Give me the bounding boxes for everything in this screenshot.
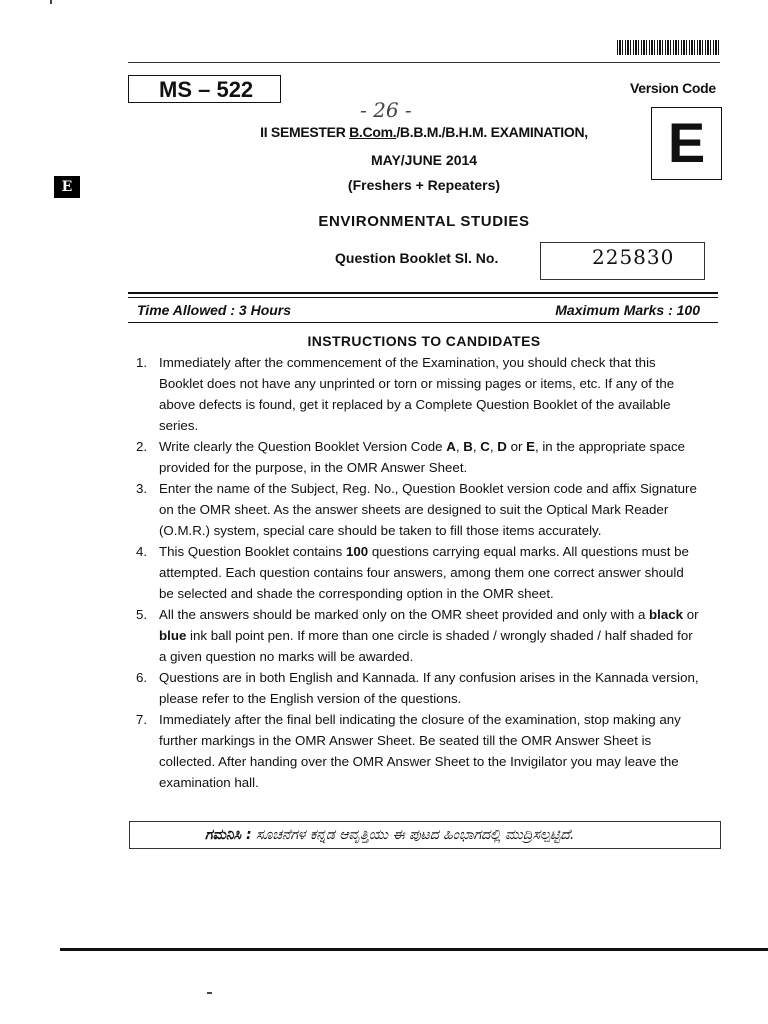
divider-under-meta (128, 322, 718, 323)
instruction-item: 6. Questions are in both English and Kannada. If any confusion arises in the Kannada version, please refer to the English version of the questions. (136, 670, 699, 706)
side-version-tag: E (54, 176, 80, 198)
divider-thick (128, 292, 718, 294)
booklet-number-box (540, 242, 705, 280)
subject-title: ENVIRONMENTAL STUDIES (318, 213, 530, 230)
maximum-marks: Maximum Marks : 100 (555, 302, 700, 318)
top-rule (128, 62, 720, 63)
scan-mark (50, 0, 52, 4)
time-allowed: Time Allowed : 3 Hours (137, 302, 292, 318)
instruction-item: 2. Write clearly the Question Booklet Version Code A, B, C, D or E, in the appropriate space provided for the purpose, in the OMR Answer Sheet. (136, 439, 686, 475)
divider-thin (128, 297, 718, 298)
instructions-title: INSTRUCTIONS TO CANDIDATES (307, 333, 541, 349)
instruction-item: 1. Immediately after the commencement of the Examination, you should check that this Booklet does not have any unprinted or torn or missing pages or items, etc. If any of the above defects is found, get it replaced by a Complete Question Booklet of the available series. (136, 355, 675, 433)
version-code-label: Version Code (630, 80, 716, 96)
exam-title-bcom: B.Com. (349, 124, 397, 140)
bottom-rule (60, 948, 768, 951)
instructions-list (136, 352, 701, 793)
instruction-item: 7. Immediately after the final bell indicating the closure of the examination, stop making any further markings in the OMR Answer Sheet. Be seated till the OMR Answer Sheet is collected. After handing over the OMR Answer Sheet to the Invigilator you may leave the examination hall. (136, 712, 681, 790)
exam-title (128, 124, 720, 140)
version-code: E (667, 111, 706, 174)
exam-candidates: (Freshers + Repeaters) (347, 177, 501, 193)
barcode (617, 40, 719, 55)
booklet-number: 225830 (592, 245, 675, 269)
kannada-note-label: ಗಮನಿಸಿ : (205, 827, 252, 843)
scan-speck (207, 992, 212, 994)
version-code-box (651, 107, 722, 180)
handwritten-page-mark: - 26 - (360, 98, 412, 122)
paper-code-box (128, 75, 281, 103)
instruction-item: 4. This Question Booklet contains 100 questions carrying equal marks. All questions must be attempted. Each question contains four answers, among them one correct answer should be selected and shade the corresponding option in the OMR sheet. (136, 544, 689, 601)
booklet-number-label: Question Booklet Sl. No. (335, 250, 499, 266)
instruction-item: 3. Enter the name of the Subject, Reg. No., Question Booklet version code and affix Signature on the OMR sheet. As the answer sheets are designed to suit the Optical Mark Reader (O.M.R.) system, special care should be taken to fill those items accurately. (136, 481, 697, 538)
instruction-item: 5. All the answers should be marked only on the OMR sheet provided and only with a black or blue ink ball point pen. If more than one circle is shaded / wrongly shaded / half shaded for a given question no marks will be awarded. (136, 607, 699, 664)
exam-title-suffix: /B.B.M./B.H.M. EXAMINATION, (396, 124, 588, 140)
paper-code: MS – 522 (159, 77, 254, 102)
exam-date: MAY/JUNE 2014 (370, 152, 478, 168)
kannada-note-text: ಸೂಚನೆಗಳ ಕನ್ನಡ ಆವೃತ್ತಿಯು ಈ ಪುಟದ ಹಿಂಭಾಗದಲ್ಲಿ ಮುದ್ರಿಸಲ್ಪಟ್ಟಿದೆ. (251, 827, 575, 843)
exam-title-prefix: II SEMESTER (260, 124, 350, 140)
kannada-note-box (129, 821, 721, 849)
